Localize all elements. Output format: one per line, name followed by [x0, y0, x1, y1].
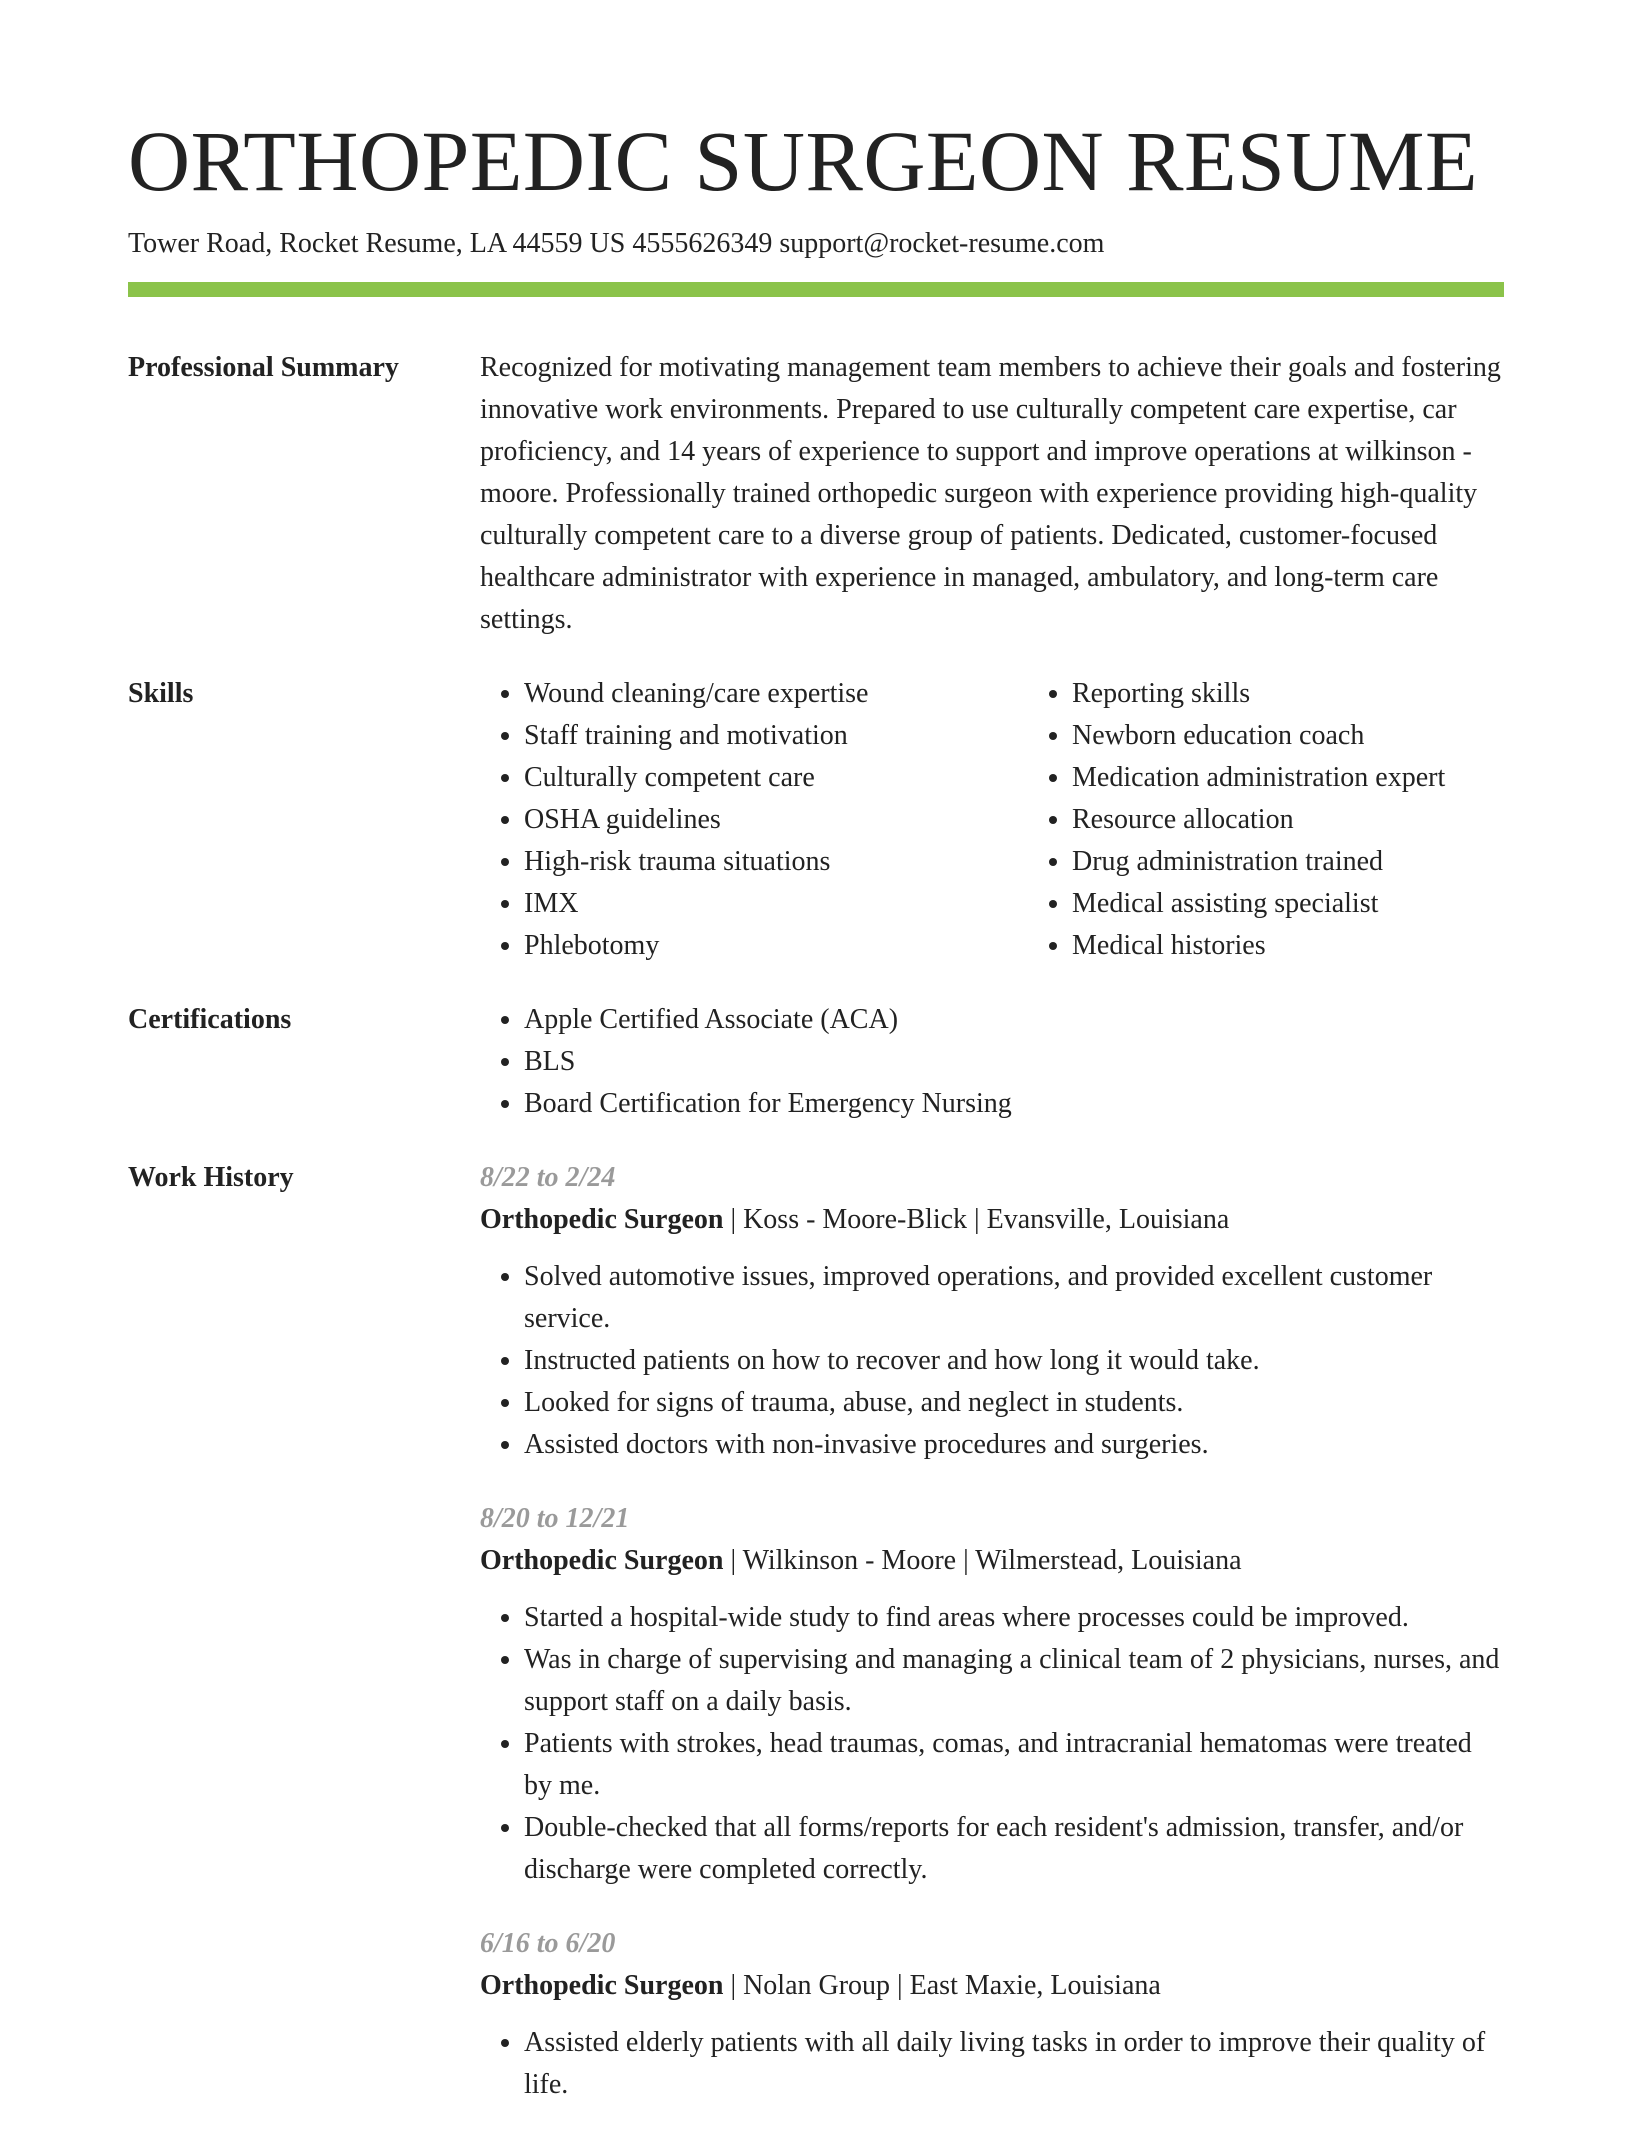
skill-item: • High-risk trauma situations [524, 841, 1028, 883]
skills-grid [480, 673, 1576, 967]
skills-body [480, 673, 1576, 967]
job-dates: 8/22 to 2/24 [480, 1162, 616, 1194]
certifications-body [480, 999, 1504, 1125]
job-entry [480, 1157, 1504, 1466]
job-title: Orthopedic Surgeon [480, 1970, 724, 2002]
job-dates: 6/16 to 6/20 [480, 1928, 616, 1960]
skills-column-2 [1028, 673, 1576, 967]
skill-item: • Resource allocation [1072, 799, 1576, 841]
certifications-list [480, 999, 1504, 1125]
job-heading [480, 1540, 1504, 1582]
skill-item: • Staff training and motivation [524, 715, 1028, 757]
job-details: | Wilkinson - Moore | Wilmerstead, Louisiana [723, 1545, 1242, 1577]
skills-section [128, 673, 1504, 967]
skill-item: • Phlebotomy [524, 925, 1028, 967]
job-bullet: • Started a hospital-wide study to find areas where processes could be improved. [524, 1597, 1504, 1639]
job-details: | Nolan Group | East Maxie, Louisiana [723, 1970, 1161, 2002]
skill-item: • Drug administration trained [1072, 841, 1576, 883]
section-label-certifications: Certifications [128, 1004, 292, 1036]
skill-item: • IMX [524, 883, 1028, 925]
job-title: Orthopedic Surgeon [480, 1204, 724, 1236]
summary-text: Recognized for motivating management team members to achieve their goals and fostering innovative work environments. Prepared to use culturally competent care expertise, car proficiency, and 14 years of experience to support and improve operations at wilkinson - moore. Professionally trained orthopedic surgeon with experience providing high-quality culturally competent care to a diverse group of patients. Dedicated, customer-focused healthcare administrator with experience in managed, ambulatory, and long-term care settings. [480, 352, 1501, 636]
skill-item: • Newborn education coach [1072, 715, 1576, 757]
skill-item: • Medical assisting specialist [1072, 883, 1576, 925]
skill-item: • OSHA guidelines [524, 799, 1028, 841]
certification-item: • BLS [524, 1041, 1504, 1083]
job-entry [480, 1923, 1504, 2106]
section-label-skills: Skills [128, 678, 194, 710]
summary-section [128, 347, 1504, 641]
certification-item: • Board Certification for Emergency Nursing [524, 1083, 1504, 1125]
job-bullets [480, 2022, 1504, 2106]
resume-title: ORTHOPEDIC SURGEON RESUME [128, 113, 1478, 209]
job-bullet: • Assisted elderly patients with all daily living tasks in order to improve their quality of life. [524, 2022, 1504, 2106]
job-bullet: • Was in charge of supervising and managing a clinical team of 2 physicians, nurses, and support staff on a daily basis. [524, 1639, 1504, 1723]
job-entry [480, 1498, 1504, 1891]
skill-item: • Medical histories [1072, 925, 1576, 967]
job-dates: 8/20 to 12/21 [480, 1503, 630, 1535]
skill-item: • Medication administration expert [1072, 757, 1576, 799]
job-details: | Koss - Moore-Blick | Evansville, Louisiana [723, 1204, 1230, 1236]
certifications-section [128, 999, 1504, 1125]
header-divider [128, 282, 1504, 297]
job-bullets [480, 1597, 1504, 1891]
skills-column-1 [480, 673, 1028, 967]
job-bullet: • Solved automotive issues, improved operations, and provided excellent customer service. [524, 1256, 1504, 1340]
job-title: Orthopedic Surgeon [480, 1545, 724, 1577]
section-label-work-history: Work History [128, 1162, 294, 1194]
summary-body [480, 347, 1504, 641]
job-heading [480, 1199, 1504, 1241]
job-bullet: • Patients with strokes, head traumas, comas, and intracranial hematomas were treated by me. [524, 1723, 1504, 1807]
job-bullet: • Double-checked that all forms/reports for each resident's admission, transfer, and/or discharge were completed correctly. [524, 1807, 1504, 1891]
certification-item: • Apple Certified Associate (ACA) [524, 999, 1504, 1041]
skill-item: • Reporting skills [1072, 673, 1576, 715]
work-history-body [480, 1157, 1504, 2138]
section-label-summary: Professional Summary [128, 352, 399, 384]
job-bullet: • Assisted doctors with non-invasive procedures and surgeries. [524, 1424, 1504, 1466]
skill-item: • Culturally competent care [524, 757, 1028, 799]
job-bullet: • Looked for signs of trauma, abuse, and neglect in students. [524, 1382, 1504, 1424]
job-bullets [480, 1256, 1504, 1466]
work-history-section [128, 1157, 1504, 2138]
job-bullet: • Instructed patients on how to recover and how long it would take. [524, 1340, 1504, 1382]
contact-line: Tower Road, Rocket Resume, LA 44559 US 4555626349 support@rocket-resume.com [128, 228, 1105, 259]
skill-item: • Wound cleaning/care expertise [524, 673, 1028, 715]
job-heading [480, 1965, 1504, 2007]
